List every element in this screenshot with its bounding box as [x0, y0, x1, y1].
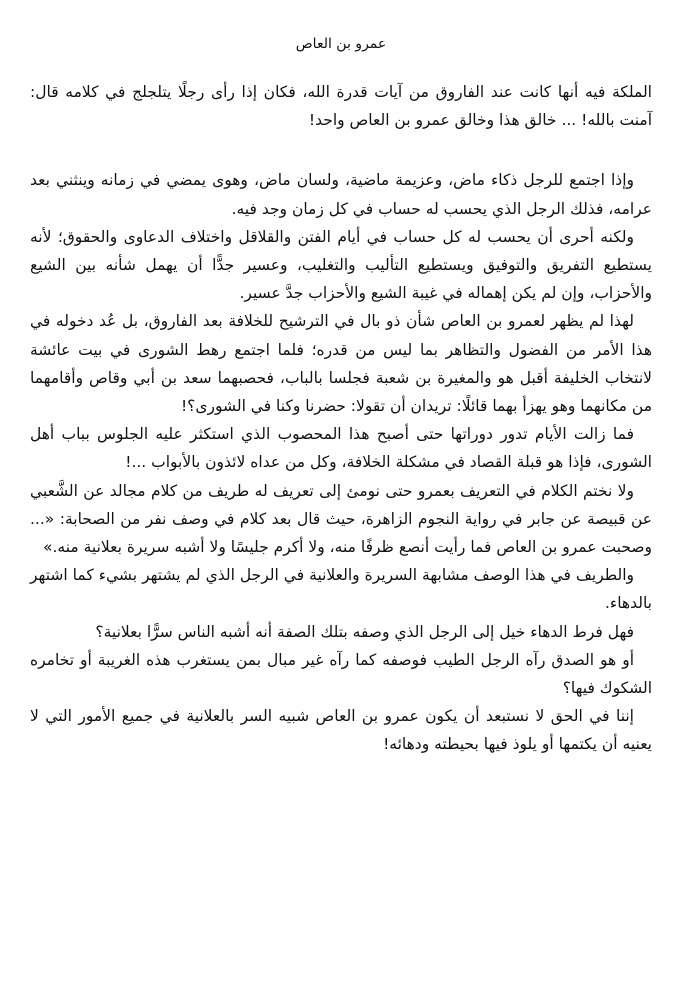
- paragraph-5: فما زالت الأيام تدور دوراتها حتى أصبح هذا المحصوب الذي استكثر عليه الجلوس بباب أهل الشورى، فإذا هو قبلة القصاد في مشكلة الخلافة، وكل من عداه لائذون بالأبواب ...!: [30, 425, 652, 472]
- paragraph-6: ولا نختم الكلام في التعريف بعمرو حتى نومئ إلى تعريف له طريف من كلام مجالد عن الشَّعبي عن قبيصة عن جابر في رواية النجوم الزاهرة، حيث قال بعد كلام في وصف نفر من الصحابة: «... وصحبت عمرو بن العاص فما رأيت أنصع ظرفًا منه، ولا أكرم جليسًا ولا أشبه سريرة بعلانية منه.»: [30, 481, 652, 557]
- paragraph-9: أو هو الصدق رآه الرجل الطيب فوصفه كما رآه غير مبال بمن يستغرب هذه الغريبة أو تخامره الشكوك فيها؟: [30, 650, 652, 698]
- paragraph-1: الملكة فيه أنها كانت عند الفاروق من آيات قدرة الله، فكان إذا رأى رجلًا يتلجلج في كلامه قال: آمنت بالله! ... خالق هذا وخالق عمرو بن العاص واحد!: [30, 83, 652, 130]
- running-header-title: عمرو بن العاص: [295, 36, 387, 52]
- paragraph-7: والطريف في هذا الوصف مشابهة السريرة والعلانية في الرجل الذي لم يشتهر بشيء كما اشتهر بالدهاء.: [30, 566, 652, 613]
- paragraph-10: إننا في الحق لا نستبعد أن يكون عمرو بن العاص شبيه السر بالعلانية في جميع الأمور التي لا يعنيه أن يكتمها أو يلوذ فيها بحيطته ودهائه!: [30, 707, 652, 754]
- paragraph-2: وإذا اجتمع للرجل ذكاء ماض، وعزيمة ماضية، ولسان ماض، وهوى يمضي في زمانه وينثني بعد عرامه، فذلك الرجل الذي يحسب له حساب في كل زمان وجد فيه.: [30, 171, 652, 218]
- text-body: [30, 78, 652, 759]
- paragraph-3: ولكنه أحرى أن يحسب له كل حساب في أيام الفتن والقلاقل واختلاف الدعاوى والحقوق؛ لأنه يستطيع التفريق والتوفيق ويستطيع التأليب والتغليب، وعسير جدًّا أن يهمل شأنه بين الشيع والأحزاب، وإن لم يكن إهماله في غيبة الشيع والأحزاب جدَّ عسير.: [30, 227, 652, 303]
- paragraph-4: لهذا لم يظهر لعمرو بن العاص شأن ذو بال في الترشيح للخلافة بعد الفاروق، بل عُد دخوله في هذا الأمر من الفضول والتظاهر بما ليس من قدره؛ فلما اجتمع رهط الشورى في بيت عائشة لانتخاب الخليفة أقبل هو والمغيرة بن شعبة فجلسا بالباب، فحصبهما سعد بن أبي وقاص وأقامهما من مكانهما وهو يهزأ بهما قائلًا: تريدان أن تقولا: حضرنا وكنا في الشورى؟!: [30, 312, 652, 416]
- paragraph-8: فهل فرط الدهاء خيل إلى الرجل الذي وصفه بتلك الصفة أنه أشبه الناس سرًّا بعلانية؟: [95, 622, 634, 641]
- section-gap: [30, 134, 652, 166]
